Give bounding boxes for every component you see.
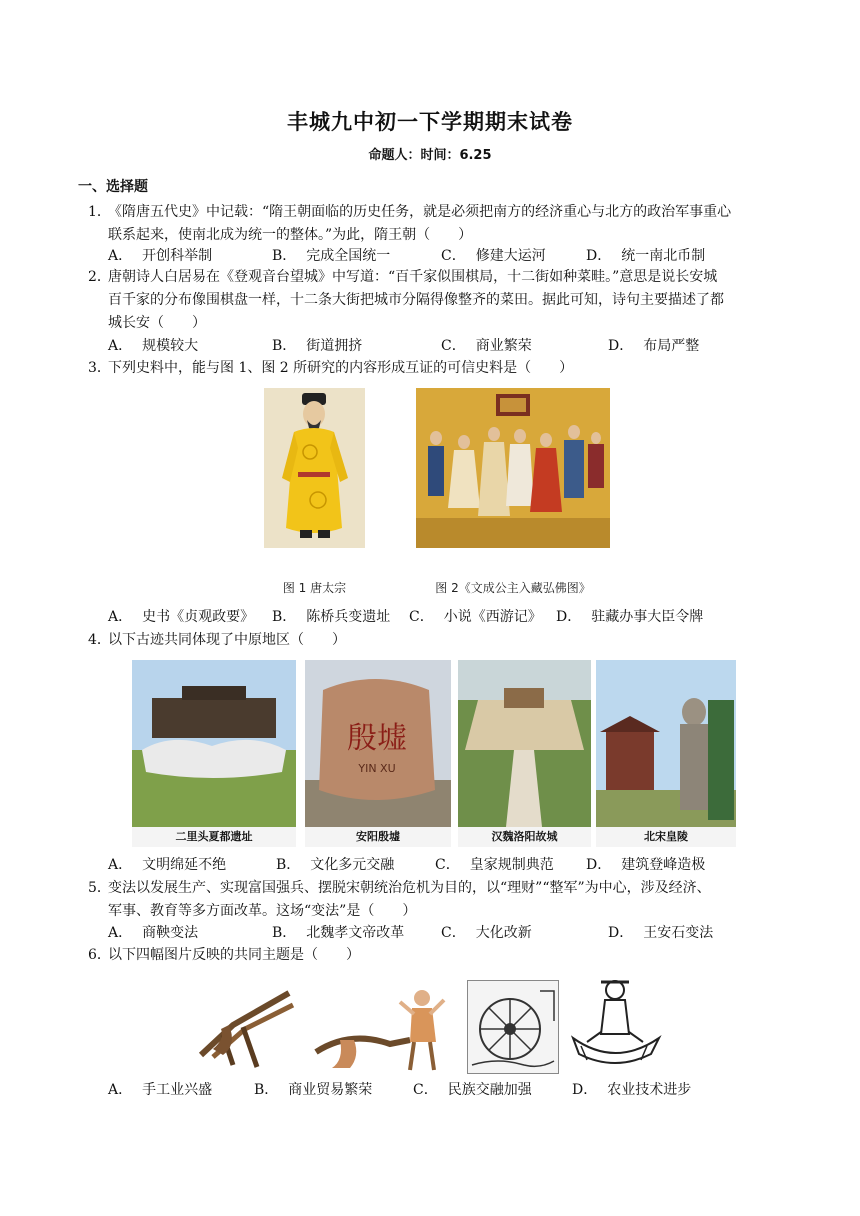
option-d[interactable]: D． 统一南北币制 xyxy=(586,248,706,264)
question-2 xyxy=(88,266,788,335)
plough-drawing xyxy=(193,985,299,1070)
stone-pinyin: YIN XU xyxy=(358,762,396,775)
option-a[interactable]: A． 手工业兴盛 xyxy=(108,1082,213,1098)
photo-caption: 北宋皇陵 xyxy=(596,827,736,847)
boat-rider-drawing xyxy=(567,972,665,1072)
question-number: 1． xyxy=(88,204,111,220)
option-a[interactable]: A． 商鞅变法 xyxy=(108,925,199,941)
question-stem: 下列史料中，能与图 1、图 2 所研究的内容形成互证的可信史料是（ ） xyxy=(108,360,574,376)
option-d[interactable]: D． 农业技术进步 xyxy=(572,1082,692,1098)
option-b[interactable]: B． 陈桥兵变遗址 xyxy=(272,609,391,625)
exam-subtitle: 命题人：时间：6.25 xyxy=(368,148,492,163)
question-1 xyxy=(88,201,788,247)
farmer-icon xyxy=(310,980,456,1072)
song-tombs-photo xyxy=(596,660,736,847)
palace-complex-icon xyxy=(458,660,591,847)
question-stem: 联系起来，使南北成为统一的整体。”为此，隋王朝（ ） xyxy=(108,227,473,243)
option-c[interactable]: C． 商业繁荣 xyxy=(441,338,532,354)
stone-monument-icon xyxy=(305,660,451,847)
museum-building-icon xyxy=(132,660,296,847)
stone-statue-icon xyxy=(596,660,736,847)
farmer-ploughing-drawing xyxy=(310,980,456,1072)
figure-1-caption: 图 1 唐太宗 xyxy=(282,581,347,595)
yinxu-photo xyxy=(305,660,451,847)
erlitou-photo xyxy=(132,660,296,847)
curved-plough-icon xyxy=(193,985,299,1070)
option-b[interactable]: B． 商业贸易繁荣 xyxy=(254,1082,373,1098)
option-c[interactable]: C． 皇家规制典范 xyxy=(435,857,554,873)
option-a[interactable]: A． 规模较大 xyxy=(108,338,199,354)
option-b[interactable]: B． 街道拥挤 xyxy=(272,338,363,354)
emperor-figure-icon xyxy=(264,388,365,548)
question-3 xyxy=(88,357,788,380)
stone-inscription: 殷墟 xyxy=(347,721,407,756)
question-stem: 以下四幅图片反映的共同主题是（ ） xyxy=(108,947,360,963)
question-number: 3． xyxy=(88,360,111,376)
seedling-boat-icon xyxy=(567,972,665,1072)
option-b[interactable]: B． 文化多元交融 xyxy=(276,857,395,873)
luoyang-photo xyxy=(458,660,591,847)
option-c[interactable]: C． 大化改新 xyxy=(441,925,532,941)
option-a[interactable]: A． 史书《贞观政要》 xyxy=(108,609,255,625)
question-stem: 城长安（ ） xyxy=(108,315,206,331)
question-stem: 唐朝诗人白居易在《登观音台望城》中写道：“百千家似围棋局，十二街如种菜畦。”意思是说长安城 xyxy=(108,269,718,285)
waterwheel-icon xyxy=(468,981,558,1073)
page-title: 丰城九中初一下学期期末试卷 xyxy=(287,110,573,134)
photo-caption: 安阳殷墟 xyxy=(305,827,451,847)
question-stem: 百千家的分布像围棋盘一样，十二条大街把城市分隔得像整齐的菜田。据此可知，诗句主要描述了都 xyxy=(108,292,724,308)
section-title: 一、选择题 xyxy=(78,179,148,195)
option-c[interactable]: C． 修建大运河 xyxy=(441,248,546,264)
question-stem: 军事、教育等多方面改革。这场“变法”是（ ） xyxy=(108,903,417,919)
mural-figures-icon xyxy=(416,388,610,548)
option-d[interactable]: D． 建筑登峰造极 xyxy=(586,857,706,873)
option-d[interactable]: D． 王安石变法 xyxy=(608,925,714,941)
question-stem: 《隋唐五代史》中记载：“隋王朝面临的历史任务，就是必须把南方的经济重心与北方的政治军事重心 xyxy=(108,204,732,220)
option-b[interactable]: B． 北魏孝文帝改革 xyxy=(272,925,405,941)
question-number: 4． xyxy=(88,632,111,648)
option-a[interactable]: A． 文明绵延不绝 xyxy=(108,857,227,873)
option-c[interactable]: C． 小说《西游记》 xyxy=(409,609,542,625)
photo-caption: 汉魏洛阳故城 xyxy=(458,827,591,847)
wencheng-painting xyxy=(416,388,610,548)
option-a[interactable]: A． 开创科举制 xyxy=(108,248,213,264)
question-number: 2． xyxy=(88,269,111,285)
waterwheel-drawing xyxy=(467,980,559,1074)
photo-caption: 二里头夏都遗址 xyxy=(132,827,296,847)
question-stem: 以下古迹共同体现了中原地区（ ） xyxy=(108,632,346,648)
figure-2-caption: 图 2《文成公主入藏弘佛图》 xyxy=(435,581,591,595)
question-stem: 变法以发展生产、实现富国强兵、摆脱宋朝统治危机为目的，以“理财”“整军”为中心，涉及经济、 xyxy=(108,880,711,896)
question-number: 6． xyxy=(88,947,111,963)
question-4 xyxy=(88,629,788,652)
option-d[interactable]: D． 驻藏办事大臣令牌 xyxy=(556,609,704,625)
question-5 xyxy=(88,877,788,923)
question-number: 5． xyxy=(88,880,111,896)
option-b[interactable]: B． 完成全国统一 xyxy=(272,248,391,264)
question-6 xyxy=(88,944,788,967)
option-c[interactable]: C． 民族交融加强 xyxy=(413,1082,532,1098)
tang-taizong-portrait xyxy=(264,388,365,548)
option-d[interactable]: D． 布局严整 xyxy=(608,338,700,354)
